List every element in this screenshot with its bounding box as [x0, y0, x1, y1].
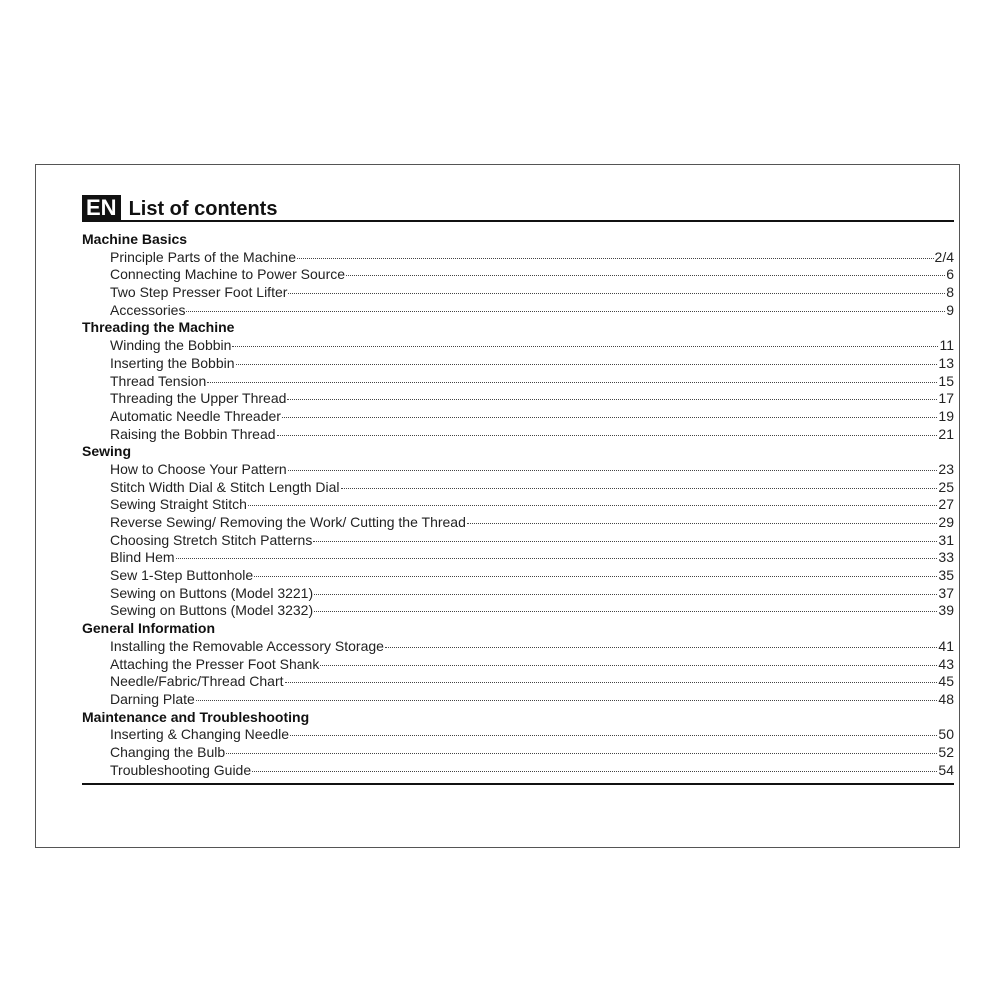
entry-page-number: 9 — [946, 301, 954, 318]
entry-page-number: 8 — [946, 284, 954, 301]
language-badge: EN — [82, 195, 121, 221]
toc-entry[interactable] — [82, 514, 954, 532]
document-header — [82, 195, 277, 221]
entry-page-number: 31 — [938, 531, 954, 548]
toc-entry[interactable] — [82, 373, 954, 391]
entry-label: Sew 1-Step Buttonhole — [110, 567, 254, 584]
dot-leader — [313, 541, 937, 542]
toc-entry[interactable] — [82, 408, 954, 426]
document-page — [35, 164, 960, 848]
entry-label: Darning Plate — [110, 690, 195, 707]
dot-leader — [297, 258, 934, 259]
toc-entry[interactable] — [82, 602, 954, 620]
toc-section — [82, 620, 954, 708]
entry-page-number: 23 — [938, 460, 954, 477]
entry-page-number: 29 — [938, 514, 954, 530]
entry-page-number: 52 — [938, 743, 954, 760]
entry-page-number: 2/4 — [934, 248, 954, 265]
entry-label: Installing the Removable Accessory Storage — [110, 637, 384, 654]
toc-entry[interactable] — [82, 426, 954, 444]
toc-entry[interactable] — [82, 726, 954, 744]
entry-label: Principle Parts of the Machine — [110, 248, 296, 265]
entry-label: Reverse Sewing/ Removing the Work/ Cutting the Thread — [110, 514, 466, 530]
entry-label: Threading the Upper Thread — [110, 390, 287, 407]
dot-leader — [288, 293, 945, 294]
entry-page-number: 15 — [938, 372, 954, 389]
toc-entry[interactable] — [82, 479, 954, 497]
entry-page-number: 11 — [939, 337, 954, 354]
entry-page-number: 6 — [946, 266, 954, 283]
dot-leader — [277, 435, 938, 436]
dot-leader — [341, 488, 938, 489]
entry-label: Blind Hem — [110, 549, 175, 566]
entry-label: Inserting & Changing Needle — [110, 726, 290, 743]
dot-leader — [207, 382, 937, 383]
dot-leader — [248, 505, 937, 506]
entry-label: Accessories — [110, 301, 186, 318]
entry-label: Needle/Fabric/Thread Chart — [110, 673, 284, 690]
table-of-contents — [82, 231, 954, 779]
page-title: List of contents — [128, 198, 278, 220]
entry-page-number: 41 — [938, 637, 954, 654]
toc-entry[interactable] — [82, 496, 954, 514]
dot-leader — [320, 665, 937, 666]
entry-page-number: 45 — [938, 673, 954, 690]
toc-entry[interactable] — [82, 284, 954, 302]
section-title: General Information — [82, 620, 216, 637]
entry-page-number: 50 — [938, 726, 954, 743]
entry-page-number: 33 — [938, 549, 954, 566]
toc-entry[interactable] — [82, 585, 954, 603]
section-title: Sewing — [82, 443, 132, 460]
entry-page-number: 37 — [938, 584, 954, 601]
toc-entry[interactable] — [82, 337, 954, 355]
entry-page-number: 13 — [938, 354, 954, 371]
toc-entry[interactable] — [82, 691, 954, 709]
entry-label: Automatic Needle Threader — [110, 407, 281, 424]
footer-divider — [82, 783, 954, 785]
entry-page-number: 48 — [938, 690, 954, 707]
dot-leader — [288, 470, 938, 471]
dot-leader — [385, 647, 937, 648]
toc-entry[interactable] — [82, 549, 954, 567]
entry-label: Inserting the Bobbin — [110, 354, 235, 371]
toc-entry[interactable] — [82, 390, 954, 408]
toc-entry[interactable] — [82, 656, 954, 674]
toc-entry[interactable] — [82, 302, 954, 320]
dot-leader — [282, 417, 937, 418]
section-title: Maintenance and Troubleshooting — [82, 708, 310, 725]
entry-page-number: 54 — [938, 761, 954, 778]
dot-leader — [254, 576, 937, 577]
section-title: Machine Basics — [82, 231, 188, 247]
dot-leader — [232, 346, 938, 347]
entry-label: Winding the Bobbin — [110, 337, 232, 354]
dot-leader — [196, 700, 938, 701]
entry-label: Raising the Bobbin Thread — [110, 425, 276, 442]
toc-section — [82, 231, 954, 319]
entry-page-number: 35 — [938, 567, 954, 584]
entry-page-number: 25 — [938, 478, 954, 495]
dot-leader — [285, 682, 938, 683]
toc-entry[interactable] — [82, 567, 954, 585]
dot-leader — [467, 523, 938, 524]
entry-page-number: 39 — [938, 602, 954, 619]
header-divider — [82, 220, 954, 222]
toc-entry[interactable] — [82, 762, 954, 780]
dot-leader — [186, 311, 945, 312]
toc-entry[interactable] — [82, 249, 954, 267]
dot-leader — [252, 771, 937, 772]
dot-leader — [346, 275, 945, 276]
toc-entry[interactable] — [82, 355, 954, 373]
entry-label: Troubleshooting Guide — [110, 761, 252, 778]
dot-leader — [236, 364, 938, 365]
dot-leader — [287, 399, 937, 400]
entry-label: Sewing Straight Stitch — [110, 496, 247, 513]
toc-entry[interactable] — [82, 638, 954, 656]
entry-label: Choosing Stretch Stitch Patterns — [110, 531, 313, 548]
toc-section — [82, 319, 954, 443]
toc-section — [82, 709, 954, 780]
section-title: Threading the Machine — [82, 319, 235, 336]
dot-leader — [290, 735, 937, 736]
toc-entry[interactable] — [82, 266, 954, 284]
entry-label: Connecting Machine to Power Source — [110, 266, 346, 283]
toc-section — [82, 443, 954, 620]
toc-entry[interactable] — [82, 532, 954, 550]
entry-label: Attaching the Presser Foot Shank — [110, 655, 320, 672]
entry-page-number: 19 — [938, 407, 954, 424]
entry-label: Sewing on Buttons (Model 3232) — [110, 602, 314, 619]
toc-entry[interactable] — [82, 461, 954, 479]
entry-page-number: 43 — [938, 655, 954, 672]
toc-entry[interactable] — [82, 673, 954, 691]
entry-label: Thread Tension — [110, 372, 207, 389]
entry-page-number: 21 — [938, 425, 954, 442]
dot-leader — [314, 594, 937, 595]
entry-label: Changing the Bulb — [110, 743, 226, 760]
entry-label: Sewing on Buttons (Model 3221) — [110, 584, 314, 601]
dot-leader — [176, 558, 938, 559]
entry-label: Two Step Presser Foot Lifter — [110, 284, 288, 301]
entry-page-number: 17 — [938, 390, 954, 407]
entry-label: How to Choose Your Pattern — [110, 460, 287, 477]
entry-label: Stitch Width Dial & Stitch Length Dial — [110, 478, 340, 495]
dot-leader — [314, 611, 937, 612]
toc-entry[interactable] — [82, 744, 954, 762]
dot-leader — [226, 753, 937, 754]
entry-page-number: 27 — [938, 496, 954, 513]
